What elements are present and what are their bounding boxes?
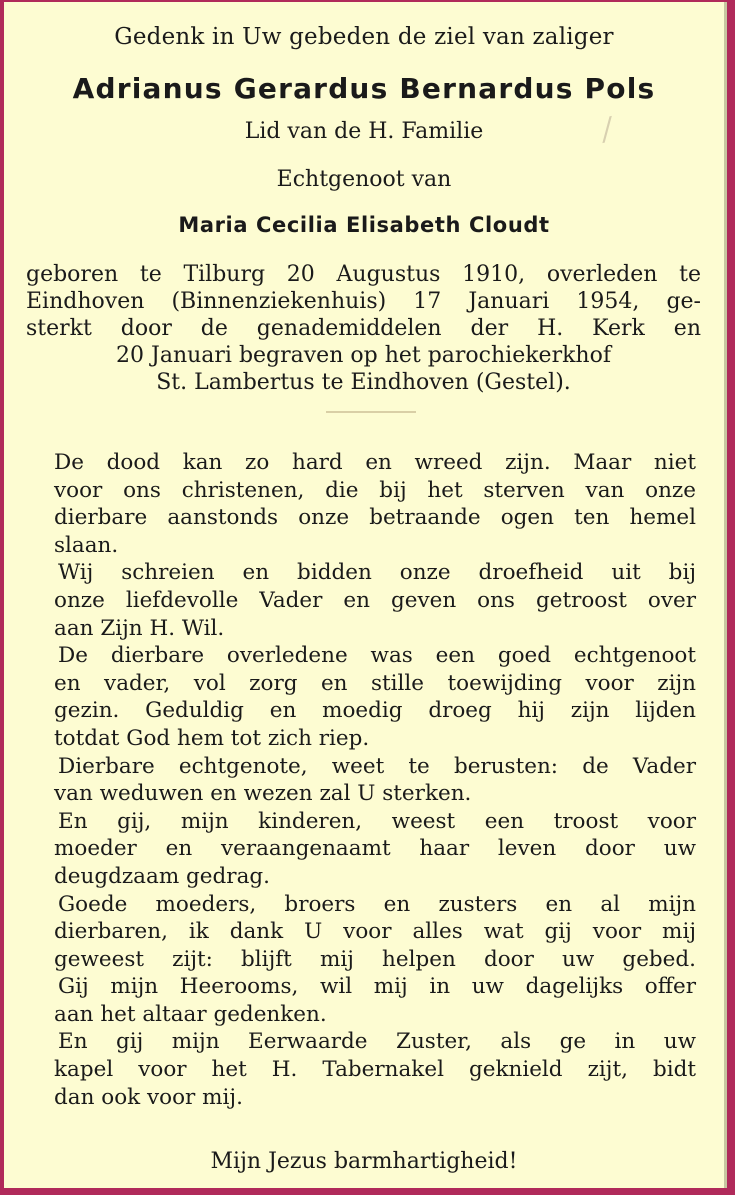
text-line: en vader, vol zorg en stille toewijding voor zijn: [54, 670, 696, 696]
text-line: Dierbare echtgenote, weet te berusten: de Vader: [58, 753, 696, 779]
spouse-name: Maria Cecilia Elisabeth Cloudt: [178, 213, 550, 237]
text-line: onze liefdevolle Vader en geven ons getroost over: [54, 587, 696, 613]
text-line: aan het altaar gedenken.: [54, 1001, 327, 1027]
bio-line: Eindhoven (Binnenziekenhuis) 17 Januari 1954, ge-: [26, 289, 701, 314]
closing-prayer: Mijn Jezus barmhartigheid!: [210, 1149, 518, 1174]
memorial-card: [4, 2, 727, 1188]
text-line: De dood kan zo hard en wreed zijn. Maar niet: [54, 450, 696, 475]
text-line: De dierbare overledene was een goed echtgenoot: [58, 643, 696, 669]
text-line: gezin. Geduldig en moedig droeg hij zijn lijden: [54, 698, 696, 724]
text-line: En gij, mijn kinderen, weest een troost voor: [58, 808, 696, 834]
text-line: kapel voor het H. Tabernakel geknield zijt, bidt: [54, 1057, 696, 1083]
text-line: totdat God hem tot zich riep.: [54, 725, 370, 751]
pencil-mark: /: [598, 111, 616, 148]
text-line: dan ook voor mij.: [54, 1084, 243, 1110]
text-line: Gij mijn Heerooms, wil mij in uw dagelijks offer: [58, 974, 696, 1000]
divider: [326, 411, 416, 413]
text-line: geweest zijt: blijft mij helpen door uw gebed.: [54, 946, 696, 972]
text-line: slaan.: [54, 532, 119, 558]
text-line: dierbaren, ik dank U voor alles wat gij voor mij: [54, 919, 696, 945]
text-line: deugdzaam gedrag.: [54, 863, 270, 889]
text-line: dierbare aanstonds onze betraande ogen ten hemel: [54, 505, 696, 531]
biography: [26, 261, 701, 396]
text-line: Goede moeders, broers en zusters en al mijn: [58, 891, 696, 917]
bio-line: 20 Januari begraven op het parochiekerkhof: [116, 343, 611, 368]
text-line: voor ons christenen, die bij het sterven van onze: [54, 477, 696, 503]
text-line: van weduwen en wezen zal U sterken.: [54, 781, 472, 807]
bio-line: geboren te Tilburg 20 Augustus 1910, overleden te: [26, 262, 701, 287]
intro-line: Gedenk in Uw gebeden de ziel van zaliger: [114, 24, 614, 50]
text-line: moeder en veraangenaamt haar leven door uw: [54, 836, 696, 862]
prayer-text: [54, 449, 696, 1111]
deceased-name: Adrianus Gerardus Bernardus Pols: [72, 72, 656, 105]
spouse-intro: Echtgenoot van: [276, 167, 452, 192]
text-line: aan Zijn H. Wil.: [54, 615, 225, 641]
text-line: Wij schreien en bidden onze droefheid uit bij: [58, 560, 696, 586]
bio-line: St. Lambertus te Eindhoven (Gestel).: [156, 370, 571, 395]
text-line: En gij mijn Eerwaarde Zuster, als ge in uw: [58, 1029, 696, 1055]
membership-line: Lid van de H. Familie: [244, 119, 484, 144]
bio-line: sterkt door de genademiddelen der H. Kerk en: [26, 316, 701, 341]
